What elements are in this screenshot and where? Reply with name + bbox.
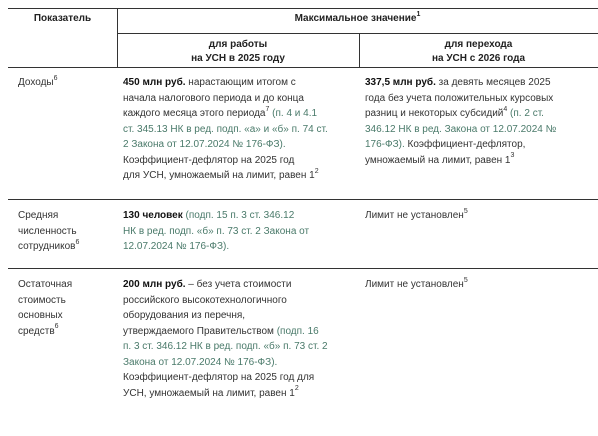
law-link[interactable]: 176-ФЗ). [365, 139, 405, 150]
row-income-label: Доходы$^6$ [18, 74, 58, 88]
law-link[interactable]: 346.12 НК в ред. Закона от 12.07.2024 № [365, 123, 557, 135]
law-link[interactable]: (п. 2 ст. [507, 108, 544, 119]
rule-header-split [117, 33, 598, 34]
law-link[interactable]: (подп. 15 п. 3 ст. 346.12 [182, 210, 295, 221]
row-headcount-2025: 130 человек (подп. 15 п. 3 ст. 346.12 НК в ред. подп. «б» п. 73 ст. 2 Закона от 12.07.2024 № 176-ФЗ). [123, 210, 310, 252]
row-fixed-assets-2026: Лимит не установлен$^5$ [365, 276, 468, 290]
row-headcount-label: Средняя численность сотрудников$^6$ [18, 210, 80, 252]
footnote-mark: 1 [416, 10, 421, 18]
header-2025: для работы на УСН в 2025 году [191, 39, 285, 64]
rule-row1-bottom [8, 199, 598, 200]
rule-header-bottom [8, 67, 598, 68]
row-fixed-assets-2025: 200 млн руб. – без учета стоимости российского высокотехнологичного оборудования из перечня, утверждаемого Правительством (подп. 16 п. 3 ст. 346.12 НК в ред. подп. «б» п. 73 ст. 2 Закона от 12.07.2024 № 176-ФЗ). Коэффициент-дефлятор на 2025 год для УСН, умножаемый на лимит, равен $1^2$ [123, 279, 328, 399]
header-max-value: Максимальное значение$^1$ [294, 10, 421, 24]
law-link[interactable]: Закона от 12.07.2024 № 176-ФЗ). [123, 356, 278, 368]
row-fixed-assets-label: Остаточная стоимость основных средств$^6$ [18, 279, 73, 337]
row-headcount-2026: Лимит не установлен$^5$ [365, 207, 468, 221]
row-income-2025: 450 млн руб. нарастающим итогом с начала налогового периода и до конца каждого месяца этого периода$^7$ (п. 4 и 4.1 ст. 345.13 НК в ред. подп. «а» и «б» п. 74 ст. 2 Закона от 12.07.2024 № 176-ФЗ). Коэффициент-дефлятор на 2025 год для УСН, умножаемый на лимит, равен $1^2$ [123, 77, 328, 181]
rule-row2-bottom [8, 268, 598, 269]
header-2026: для перехода на УСН с 2026 года [431, 39, 526, 64]
law-link[interactable]: 12.07.2024 № 176-ФЗ). [123, 241, 230, 252]
law-link[interactable]: ст. 345.13 НК в ред. подп. «а» и «б» п. 74 ст. [123, 123, 328, 135]
law-link[interactable]: (п. 4 и 4.1 [269, 108, 318, 119]
law-link[interactable]: п. 3 ст. 346.12 НК в ред. подп. «б» п. 73 ст. 2 [123, 341, 328, 352]
rule-top [8, 8, 598, 9]
law-link[interactable]: 2 Закона от 12.07.2024 № 176-ФЗ). [123, 139, 286, 150]
header-indicator: Показатель [33, 13, 92, 24]
law-link[interactable]: НК в ред. подп. «б» п. 73 ст. 2 Закона от [123, 225, 310, 237]
law-link[interactable]: (подп. 16 [273, 325, 319, 337]
row-income-2026: 337,5 млн руб. за девять месяцев 2025 года без учета положительных курсовых разниц и некоторых субсидий$^4$ (п. 2 ст. 346.12 НК в ред. Закона от 12.07.2024 № 176-ФЗ). Коэффициент-дефлятор, умножаемый на лимит, равен $1^3$ [365, 77, 557, 166]
